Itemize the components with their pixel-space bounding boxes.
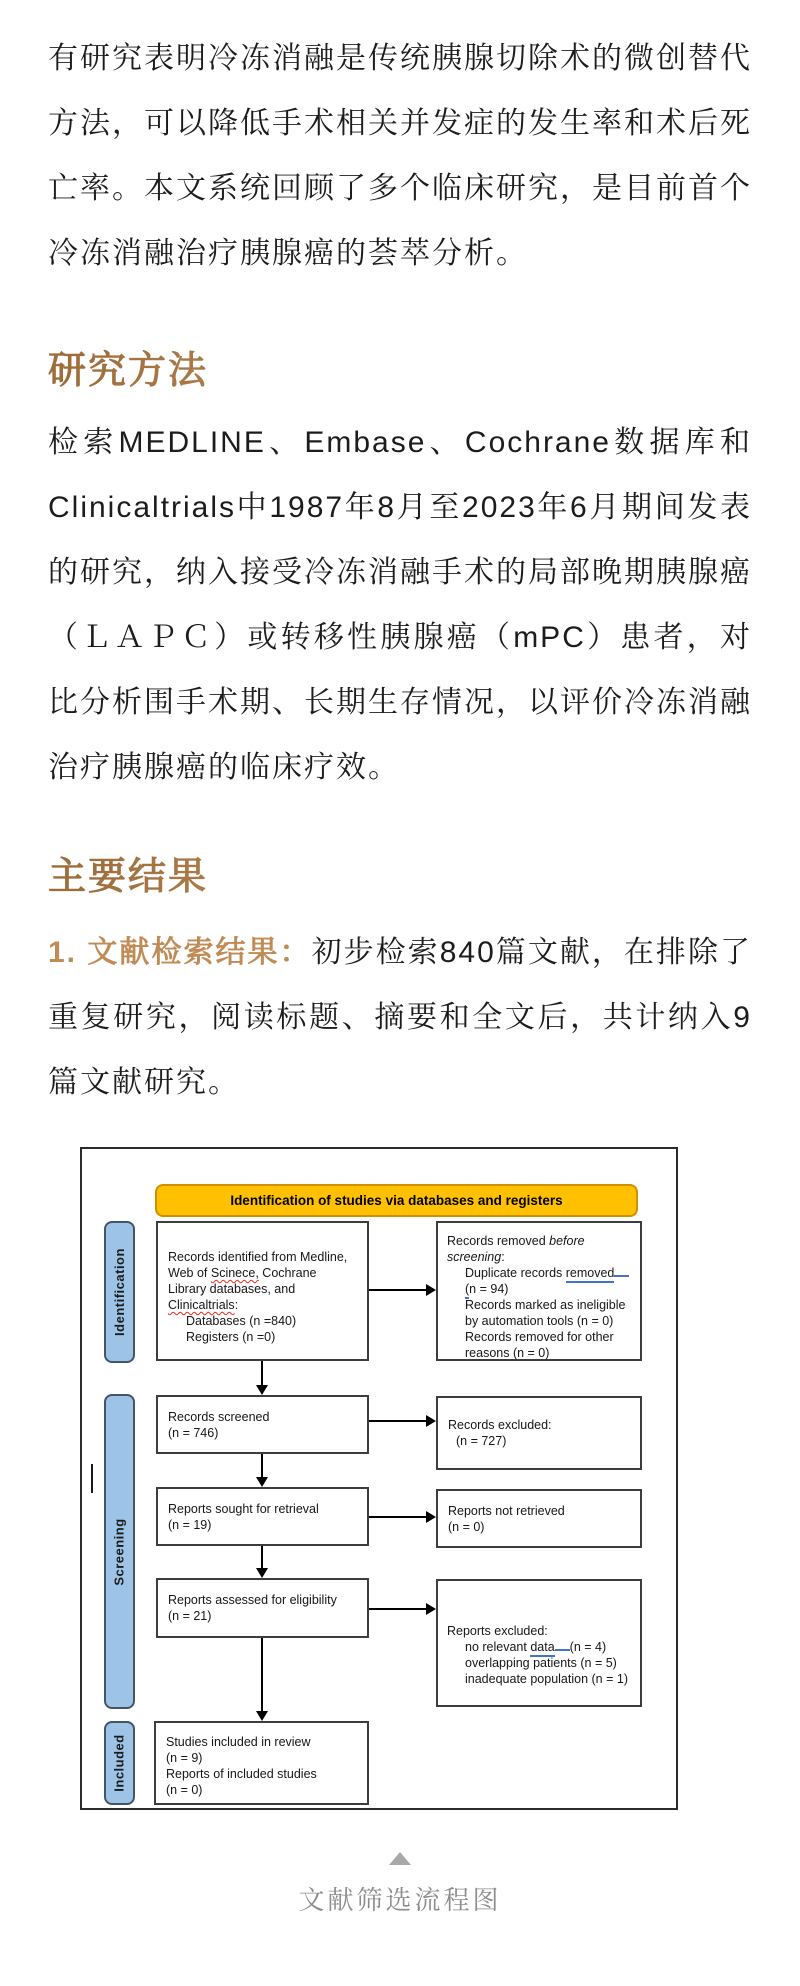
flow-line: Reports assessed for eligibility (168, 1593, 337, 1607)
flow-line: Registers (n =0) (186, 1330, 276, 1344)
grammar-flagged-word: removed (566, 1266, 615, 1283)
stage-label-text: Screening (111, 1517, 127, 1586)
flow-line (447, 1249, 636, 1265)
stage-label-screening (104, 1394, 135, 1709)
flow-line: Records excluded: (448, 1418, 552, 1432)
flow-line: Library databases, and (168, 1282, 296, 1296)
grammar-flagged-word: data (530, 1640, 554, 1657)
stage-label-included (104, 1721, 135, 1805)
misspelled-word: Clinicaltrials (168, 1298, 235, 1312)
flow-line: Studies included in review (166, 1735, 311, 1749)
prisma-flow-diagram (80, 1147, 678, 1810)
arrow-right-icon (369, 1608, 427, 1610)
stage-label-text: Included (111, 1734, 127, 1792)
text-segment: (n = 4) (569, 1640, 607, 1654)
flow-line: (n = 0) (448, 1519, 485, 1534)
intro-paragraph: 有研究表明冷冻消融是传统胰腺切除术的微创替代方法，可以降低手术相关并发症的发生率和术后死亡率。本文系统回顾了多个临床研究，是目前首个冷冻消融治疗胰腺癌的荟萃分析。 (48, 42, 752, 270)
flow-box-records-removed (436, 1221, 642, 1361)
flow-line: Reports excluded: (447, 1624, 548, 1638)
flow-line: Databases (n =840) (186, 1314, 297, 1328)
text-segment: Web of (168, 1266, 211, 1280)
text-segment: Cochrane (258, 1266, 317, 1280)
arrow-down-icon (261, 1546, 263, 1570)
italic-segment: screening (447, 1250, 502, 1264)
arrow-right-icon (369, 1420, 427, 1422)
arrow-right-icon (369, 1289, 427, 1291)
flow-box-reports-excluded (436, 1579, 642, 1707)
flow-line: Records screened (168, 1409, 270, 1424)
flow-line: Reports not retrieved (448, 1503, 565, 1518)
text-segment: : (234, 1298, 239, 1312)
flow-line (168, 1265, 361, 1281)
flow-line: inadequate population (n = 1) (465, 1672, 628, 1686)
misspelled-word: Scinece, (210, 1266, 259, 1280)
flow-box-records-identified (156, 1221, 369, 1361)
arrow-down-icon (261, 1454, 263, 1479)
text-segment: n = 94) (469, 1282, 509, 1296)
methods-paragraph: 检索MEDLINE、Embase、Cochrane数据库和Clinicaltrials中1987年8月至2023年6月期间发表的研究，纳入接受冷冻消融手术的局部晚期胰腺癌（ＬＡＰＣ）或转移性胰腺癌（mPC）患者，对比分析围手术期、长期生存情况，以评价冷冻消融治疗胰腺癌的临床疗效。 (48, 426, 752, 784)
flow-line (447, 1233, 636, 1249)
flow-line: (n = 21) (168, 1609, 212, 1623)
arrow-down-icon (261, 1361, 263, 1387)
flow-line: (n = 0) (166, 1783, 203, 1797)
result-item-1 (48, 920, 752, 1115)
methods-heading: 研究方法 (48, 346, 752, 396)
flow-box-reports-not-retrieved (436, 1489, 642, 1548)
stage-label-text: Identification (111, 1248, 127, 1336)
figure-caption-block (48, 1852, 752, 1923)
flow-line (447, 1265, 636, 1281)
flow-line: Records identified from Medline, (168, 1250, 348, 1264)
flow-line: (n = 19) (168, 1517, 212, 1532)
flow-line: overlapping patients (n = 5) (465, 1656, 617, 1670)
results-heading: 主要结果 (48, 852, 752, 902)
text-segment: : (501, 1250, 505, 1264)
arrow-right-icon (369, 1516, 427, 1518)
flow-box-records-excluded (436, 1396, 642, 1470)
flow-banner-title: Identification of studies via databases and registers (155, 1184, 638, 1217)
italic-segment: before (549, 1234, 585, 1248)
flow-line: Records removed for other (465, 1330, 614, 1344)
grammar-flagged-word: ( (465, 1282, 469, 1299)
text-segment: no relevant (465, 1640, 531, 1654)
flow-box-records-screened (156, 1395, 369, 1454)
flow-line (447, 1281, 636, 1297)
flow-box-reports-sought (156, 1487, 369, 1546)
result-item-text: 初步检索840篇文献，在排除了重复研究，阅读标题、摘要和全文后，共计纳入9篇文献研究。 (48, 936, 752, 1099)
flow-line (168, 1297, 361, 1313)
triangle-up-icon (389, 1852, 411, 1865)
flow-line: (n = 746) (168, 1425, 219, 1440)
text-segment: Records removed (447, 1234, 550, 1248)
flow-line: Records marked as ineligible (465, 1298, 626, 1312)
arrow-down-icon (261, 1638, 263, 1713)
grammar-underline-extension (614, 1266, 629, 1277)
flow-line: reasons (n = 0) (465, 1346, 550, 1360)
flow-line (447, 1639, 636, 1655)
stage-label-identification (104, 1221, 135, 1363)
stray-cursor-mark (91, 1464, 93, 1493)
flow-box-reports-assessed (156, 1578, 369, 1638)
result-item-label: 1. 文献检索结果： (48, 936, 312, 969)
flow-line: by automation tools (n = 0) (465, 1314, 614, 1328)
text-segment: Duplicate records (465, 1266, 566, 1280)
figure-caption: 文献筛选流程图 (298, 1885, 502, 1915)
flow-box-studies-included (154, 1721, 369, 1805)
flow-line: Reports sought for retrieval (168, 1501, 319, 1516)
flow-line: Reports of included studies (166, 1767, 317, 1781)
flow-line: (n = 727) (456, 1434, 507, 1448)
grammar-underline-extension (555, 1640, 570, 1651)
flow-line: (n = 9) (166, 1751, 203, 1765)
